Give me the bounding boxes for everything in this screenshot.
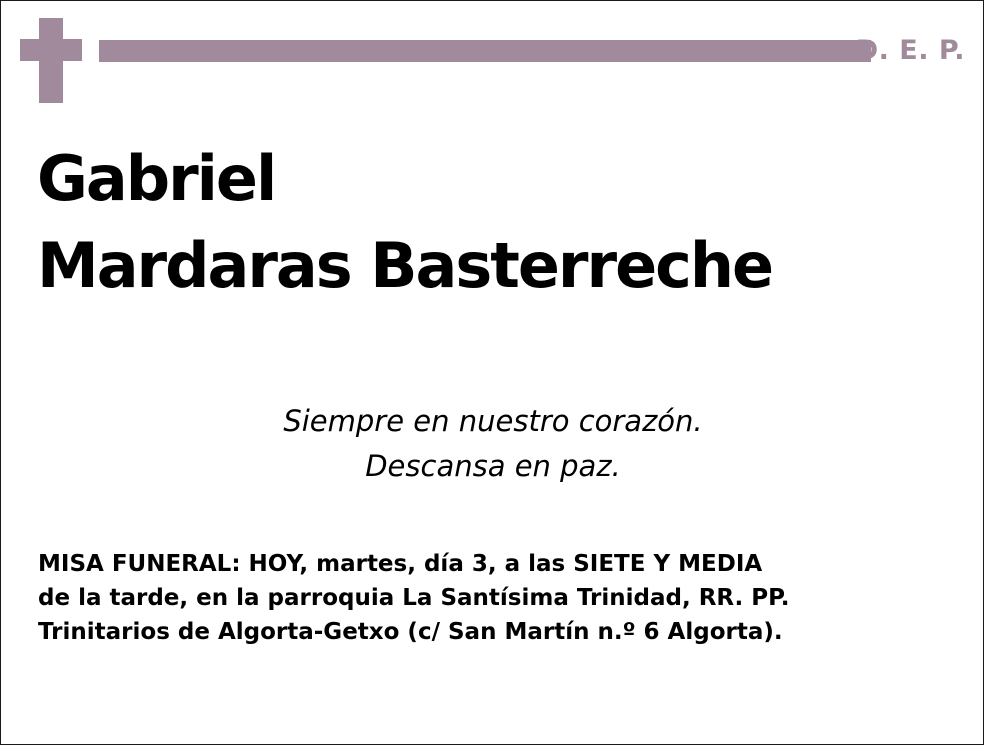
dep-badge: D. E. P.	[855, 35, 965, 66]
funeral-line-3: Trinitarios de Algorta-Getxo (c/ San Martín n.º 6 Algorta).	[38, 619, 783, 645]
cross-horizontal-bar	[20, 39, 82, 61]
funeral-notice	[38, 547, 790, 649]
deceased-surnames: Mardaras Basterreche	[37, 229, 773, 302]
deceased-first-name: Gabriel	[37, 142, 276, 215]
deceased-name	[37, 135, 772, 309]
motto	[1, 399, 984, 489]
header-rule	[99, 40, 871, 62]
funeral-line-1: MISA FUNERAL: HOY, martes, día 3, a las SIETE Y MEDIA	[38, 551, 763, 577]
motto-line-2: Descansa en paz.	[365, 449, 621, 483]
cross-icon	[20, 18, 82, 103]
funeral-line-2: de la tarde, en la parroquia La Santísima Trinidad, RR. PP.	[38, 585, 790, 611]
motto-line-1: Siempre en nuestro corazón.	[283, 404, 703, 438]
